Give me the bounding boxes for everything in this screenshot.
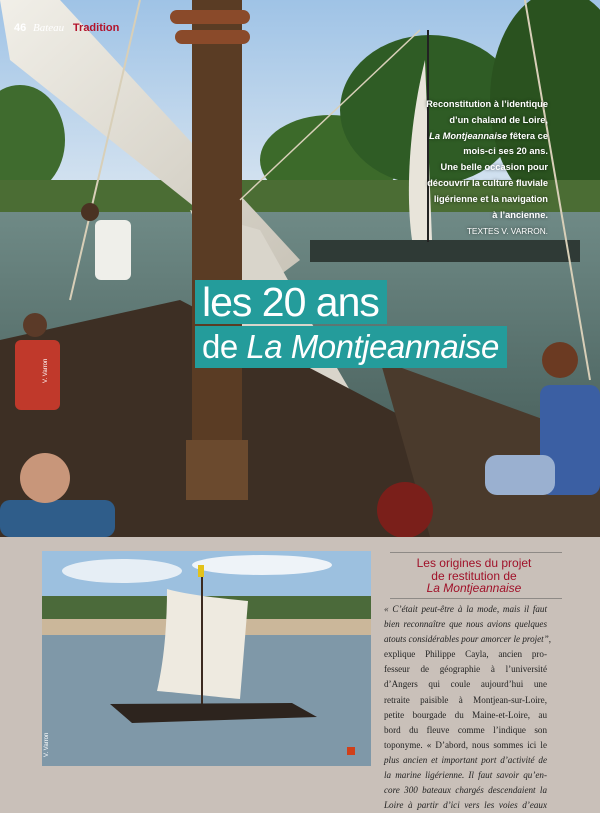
intro-line: La Montjeannaise fêtera ce — [429, 130, 548, 141]
body-line: toponyme. « D’abord, nous sommes ici le — [384, 739, 547, 750]
subheading-bottom-rule — [390, 598, 562, 599]
body-line: la marine ligérienne. Il faut savoir qu’en- — [384, 770, 547, 781]
intro-line: découvrir la culture fluviale — [427, 177, 548, 188]
body-line: bien reconnaître que nous avions quelques — [384, 619, 547, 630]
page-number: 46 — [14, 22, 27, 34]
intro-paragraph — [348, 97, 548, 240]
body-line: « C’était peut-être à la mode, mais il faut — [384, 604, 547, 614]
text-credit: TEXTES V. VARRON. — [466, 226, 548, 237]
body-line: explique Philippe Cayla, ancien pro- — [384, 649, 547, 660]
body-line: fesseur de géographie à l’université — [384, 664, 547, 675]
page-title-line1: les 20 ans — [195, 280, 387, 324]
subheading-line: Les origines du projet — [416, 556, 532, 570]
body-line: retraite paisible à Montjean-sur-Loire, — [384, 694, 547, 705]
photo-credit-hero: V. Varron — [43, 358, 49, 383]
body-line: atouts considérables pour amorcer le projet”, — [384, 634, 552, 645]
subheading-top-rule — [390, 552, 562, 553]
intro-line: mois-ci ses 20 ans. — [463, 146, 548, 157]
body-line: d’Angers qui coule aujourd’hui une — [384, 679, 547, 690]
section-name: Tradition — [72, 22, 120, 34]
subheading-line: de restitution de — [431, 568, 517, 583]
intro-boat-name: La Montjeannaise — [429, 130, 508, 141]
intro-line: à l’ancienne. — [492, 209, 548, 220]
body-line: Loire à partir d’ici vers les voies d’eaux — [384, 800, 547, 811]
subheading-line: La Montjeannaise — [426, 581, 522, 596]
body-line: plus ancien et important port d’activité de — [384, 754, 547, 765]
article-body — [384, 602, 552, 813]
section-subheading — [386, 553, 562, 595]
intro-line: Reconstitution à l’identique — [426, 99, 548, 109]
body-line: bord du fleuve comme l’indique son — [384, 724, 547, 735]
intro-line: ligérienne et la navigation — [433, 193, 548, 204]
photo-credit-river: V. Varron — [44, 732, 50, 757]
river-boat-photo — [42, 551, 371, 766]
magazine-name: Bateau — [33, 22, 65, 34]
river-boat-illustration — [42, 551, 371, 766]
intro-line: d’un chaland de Loire, — [449, 114, 548, 125]
page-title-line2: de La Montjeannaise — [195, 326, 507, 368]
body-line: core 300 bateaux chargés descendaient la — [384, 785, 547, 796]
title-boat-name: La Montjeannaise — [246, 328, 499, 365]
body-line: petite bourgade du Maine-et-Loire, au — [384, 709, 547, 720]
intro-line: Une belle occasion pour — [440, 162, 548, 173]
running-header — [14, 22, 119, 34]
